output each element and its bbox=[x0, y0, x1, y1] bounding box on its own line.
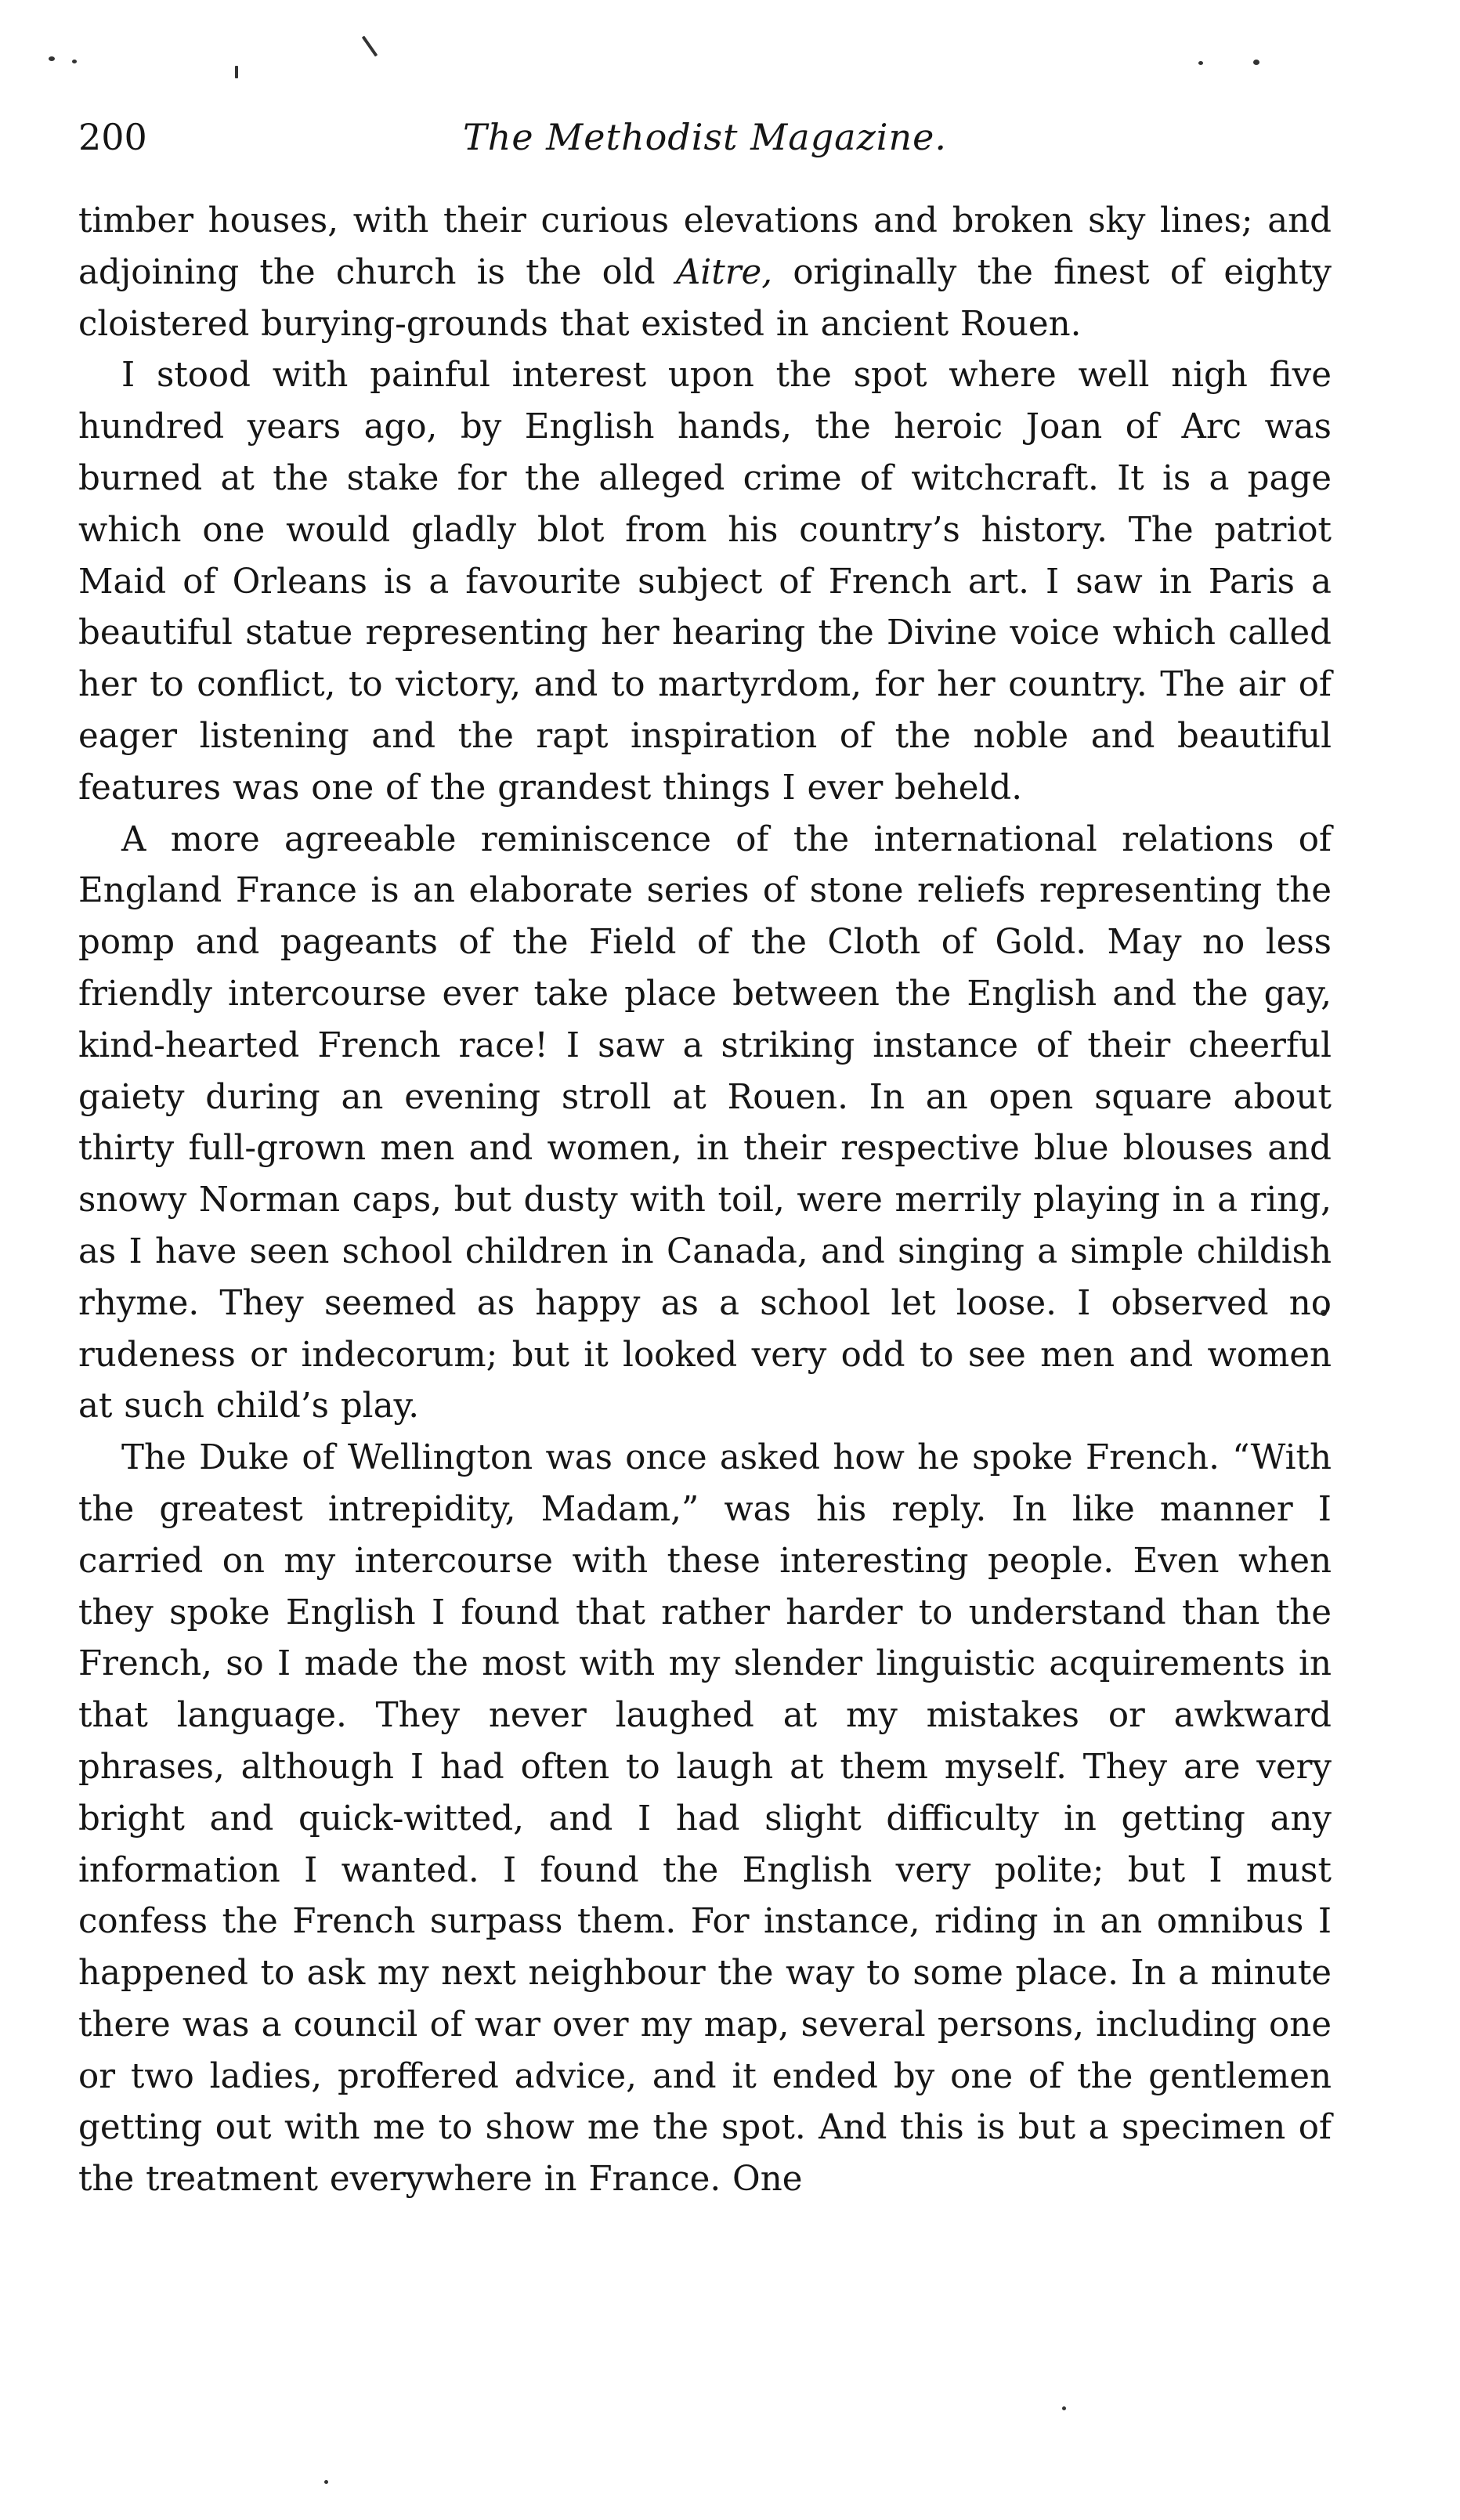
italic-term-aitre: Aitre, bbox=[675, 252, 773, 292]
page-number: 200 bbox=[78, 116, 147, 158]
paragraph-rouen-aitre bbox=[78, 196, 1332, 350]
paragraph-field-of-cloth-of-gold: A more agreeable reminiscence of the international relations of England France is an elaborate series of stone reliefs representing the pomp and pageants of the Field of the Cloth of Gold. May no less friendly intercourse ever take place between the English and the gay, kind-hearted French race! I saw a striking instance of their cheerful gaiety during an evening stroll at Rouen. In an open square about thirty full-grown men and women, in their respective blue blouses and snowy Norman caps, but dusty with toil, were merrily playing in a ring, as I have seen school children in Canada, and singing a simple childish rhyme. They seemed as happy as a school let loose. I observed no rudeness or indecorum; but it looked very odd to see men and women at such child’s play. bbox=[78, 819, 1332, 1426]
paragraph-joan-of-arc: I stood with painful interest upon the spot where well nigh five hundred years ago, by English hands, the heroic Joan of Arc was burned at the stake for the alleged crime of witchcraft. It is a page which one would gladly blot from his country’s history. The patriot Maid of Orleans is a favourite subject of French art. I saw in Paris a beautiful statue representing her hearing the Divine voice which called her to conflict, to victory, and to martyrdom, for her country. The air of eager listening and the rapt inspiration of the noble and beautiful features was one of the grandest things I ever beheld. bbox=[78, 356, 1332, 808]
print-speck bbox=[72, 60, 77, 63]
paragraph-text: originally the finest of eighty cloistered burying-grounds that existed in ancient Rouen. bbox=[78, 252, 1332, 344]
paragraph-text: timber houses, with their curious elevations and broken sky lines; and adjoining the church is the old bbox=[78, 201, 1332, 292]
print-speck bbox=[49, 56, 55, 61]
paragraph-duke-of-wellington: The Duke of Wellington was once asked how he spoke French. “With the greatest intrepidity, Madam,” was his reply. In like manner I carried on my intercourse with these interesting people. Even when they spoke English I found that rather harder to understand than the French, so I made the most with my slender linguistic acquirements in that language. They never laughed at my mistakes or awkward phrases, although I had often to laugh at them myself. They are very bright and quick-witted, and I had slight difficulty in getting any information I wanted. I found the English very polite; but I must confess the French surpass them. For instance, riding in an omnibus I happened to ask my next neighbour the way to some place. In a minute there was a council of war over my map, several persons, including one or two ladies, proffered advice, and it ended by one of the gentlemen getting out with me to show me the spot. And this is but a specimen of the treatment everywhere in France. One bbox=[78, 1438, 1332, 2200]
journal-title: The Methodist Magazine. bbox=[463, 116, 947, 158]
book-page bbox=[78, 0, 1332, 2520]
running-head bbox=[78, 110, 1332, 165]
body-text bbox=[78, 196, 1332, 2206]
